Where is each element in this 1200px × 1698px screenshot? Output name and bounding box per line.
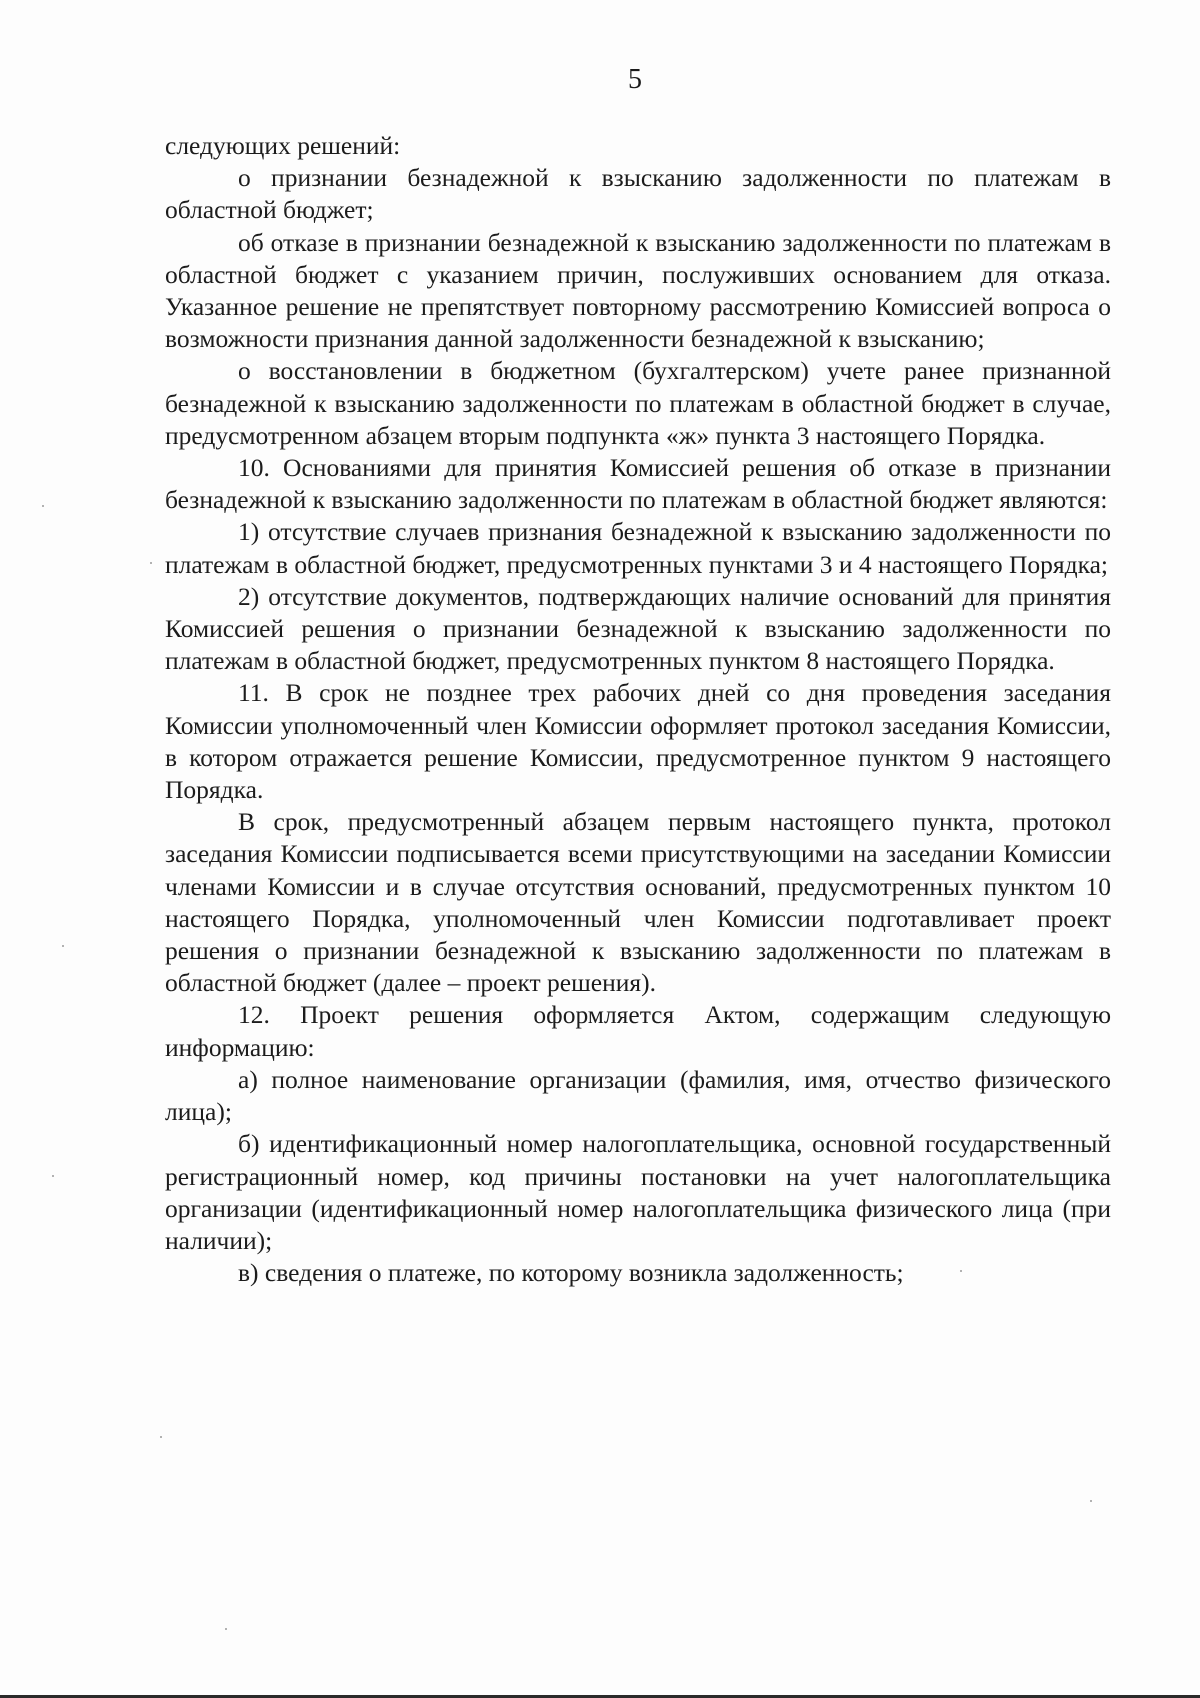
scan-speck [160,1436,162,1438]
paragraph-decision-refuse: об отказе в признании безнадежной к взысканию задолженности по платежам в областной бюджет с указанием причин, послуживших основанием для отказа. Указанное решение не препятствует повторному рассмотрению Комиссией вопроса о возможности признания данной задолженности безнадежной к взысканию; [165,227,1111,354]
paragraph-intro: следующих решений: [165,131,401,160]
scan-speck [42,505,44,507]
scan-speck [960,1270,962,1272]
paragraph-item-10-2: 2) отсутствие документов, подтверждающих наличие оснований для принятия Комиссией решения о признании безнадежной к взысканию задолженности по платежам в областной бюджет, предусмотренных пунктом 8 настоящего Порядка. [165,581,1111,676]
paragraph-item-10: 10. Основаниями для принятия Комиссией решения об отказе в признании безнадежной к взысканию задолженности по платежам в областной бюджет являются: [165,453,1111,515]
paragraph-decision-recognize: о признании безнадежной к взысканию задолженности по платежам в областной бюджет; [165,163,1111,225]
scan-speck [1090,1500,1092,1502]
paragraph-item-11-term: В срок, предусмотренный абзацем первым настоящего пункта, протокол заседания Комиссии подписывается всеми присутствующими на заседании Комиссии членами Комиссии и в случае отсутствия оснований, предусмотренных пунктом 10 настоящего Порядка, уполномоченный член Комиссии подготавливает проект решения о признании безнадежной к взысканию задолженности по платежам в областной бюджет (далее – проект решения). [165,807,1111,998]
paragraph-decision-restore: о восстановлении в бюджетном (бухгалтерском) учете ранее признанной безнадежной к взысканию задолженности по платежам в областной бюджет в случае, предусмотренном абзацем вторым подпункта «ж» пункта 3 настоящего Порядка. [165,356,1111,450]
scan-speck [150,562,152,564]
paragraph-item-12-a: а) полное наименование организации (фамилия, имя, отчество физического лица); [165,1064,1111,1127]
scan-speck [52,1175,54,1177]
paragraph-item-11: 11. В срок не позднее трех рабочих дней со дня проведения заседания Комиссии уполномоченный член Комиссии оформляет протокол заседания Комиссии, в котором отражается решение Комиссии, предусмотренное пунктом 9 настоящего Порядка. [165,678,1111,805]
document-body [165,130,1111,1289]
paragraph-item-12: 12. Проект решения оформляется Актом, содержащим следующую информацию: [165,1000,1111,1062]
page-number: 5 [628,64,642,95]
paragraph-item-12-b: б) идентификационный номер налогоплательщика, основной государственный регистрационный номер, код причины постановки на учет налогоплательщика организации (идентификационный номер налогоплательщика физического лица (при наличии); [165,1129,1111,1255]
scan-speck [225,1628,227,1630]
paragraph-item-10-1: 1) отсутствие случаев признания безнадежной к взысканию задолженности по платежам в областной бюджет, предусмотренных пунктами 3 и 4 настоящего Порядка; [165,517,1111,579]
scan-speck [62,945,64,947]
paragraph-item-12-c: в) сведения о платеже, по которому возникла задолженность; [238,1258,904,1288]
